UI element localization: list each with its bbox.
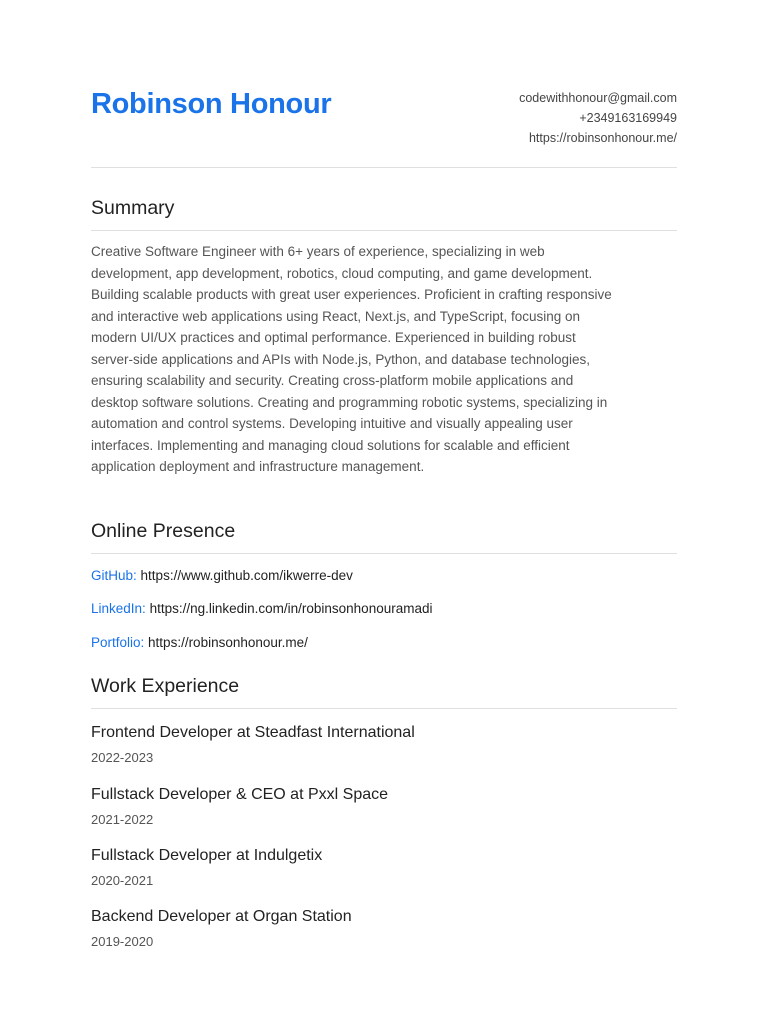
- job-title: Fullstack Developer & CEO at Pxxl Space: [91, 786, 389, 803]
- linkedin-link-row: [91, 600, 432, 618]
- portfolio-url[interactable]: https://robinsonhonour.me/: [148, 635, 308, 650]
- job-title: Frontend Developer at Steadfast International: [91, 724, 415, 741]
- resume-page: [91, 0, 677, 949]
- work-experience-section: [91, 674, 677, 949]
- github-url[interactable]: https://www.github.com/ikwerre-dev: [140, 568, 353, 583]
- job-title: Backend Developer at Organ Station: [91, 908, 352, 925]
- job-title: Fullstack Developer at Indulgetix: [91, 847, 323, 864]
- online-presence-section: [91, 519, 677, 650]
- work-experience-heading: Work Experience: [91, 674, 677, 709]
- job-entry: [91, 723, 415, 766]
- contact-email[interactable]: codewithhonour@gmail.com: [519, 91, 677, 105]
- job-dates: 2022-2023: [91, 750, 154, 765]
- job-dates: 2021-2022: [91, 812, 154, 827]
- contact-website[interactable]: https://robinsonhonour.me/: [528, 131, 677, 145]
- github-link-row: [91, 567, 353, 585]
- github-label: GitHub:: [91, 568, 137, 583]
- summary-text: Creative Software Engineer with 6+ years of experience, specializing in web development, app development, robotics, cloud computing, and game development. Building scalable products with great user experiences. Proficient in crafting responsive and interactive web applications using React, Next.js, and TypeScript, focusing on modern UI/UX practices and optimal performance. Experienced in building robust server-side applications and APIs with Node.js, Python, and database technologies, ensuring scalability and security. Creating cross-platform mobile applications and desktop software solutions. Creating and programming robotic systems, specializing in automation and control systems. Developing intuitive and visually appealing user interfaces. Implementing and managing cloud solutions for scalable and efficient application deployment and infrastructure management.: [91, 244, 612, 474]
- job-entry: [91, 785, 388, 828]
- portfolio-link-row: [91, 634, 308, 652]
- linkedin-url[interactable]: https://ng.linkedin.com/in/robinsonhonouramadi: [149, 601, 433, 616]
- portfolio-label: Portfolio:: [91, 635, 145, 650]
- summary-section: [91, 196, 677, 478]
- job-dates: 2019-2020: [91, 934, 154, 949]
- job-entry: [91, 907, 352, 950]
- job-dates: 2020-2021: [91, 873, 154, 888]
- contact-phone[interactable]: +2349163169949: [579, 111, 677, 125]
- resume-header: [91, 0, 677, 168]
- linkedin-label: LinkedIn:: [91, 601, 146, 616]
- online-presence-heading: Online Presence: [91, 519, 677, 554]
- summary-heading: Summary: [91, 196, 677, 231]
- contact-block: [519, 88, 677, 148]
- candidate-name: Robinson Honour: [91, 88, 332, 120]
- job-entry: [91, 846, 322, 889]
